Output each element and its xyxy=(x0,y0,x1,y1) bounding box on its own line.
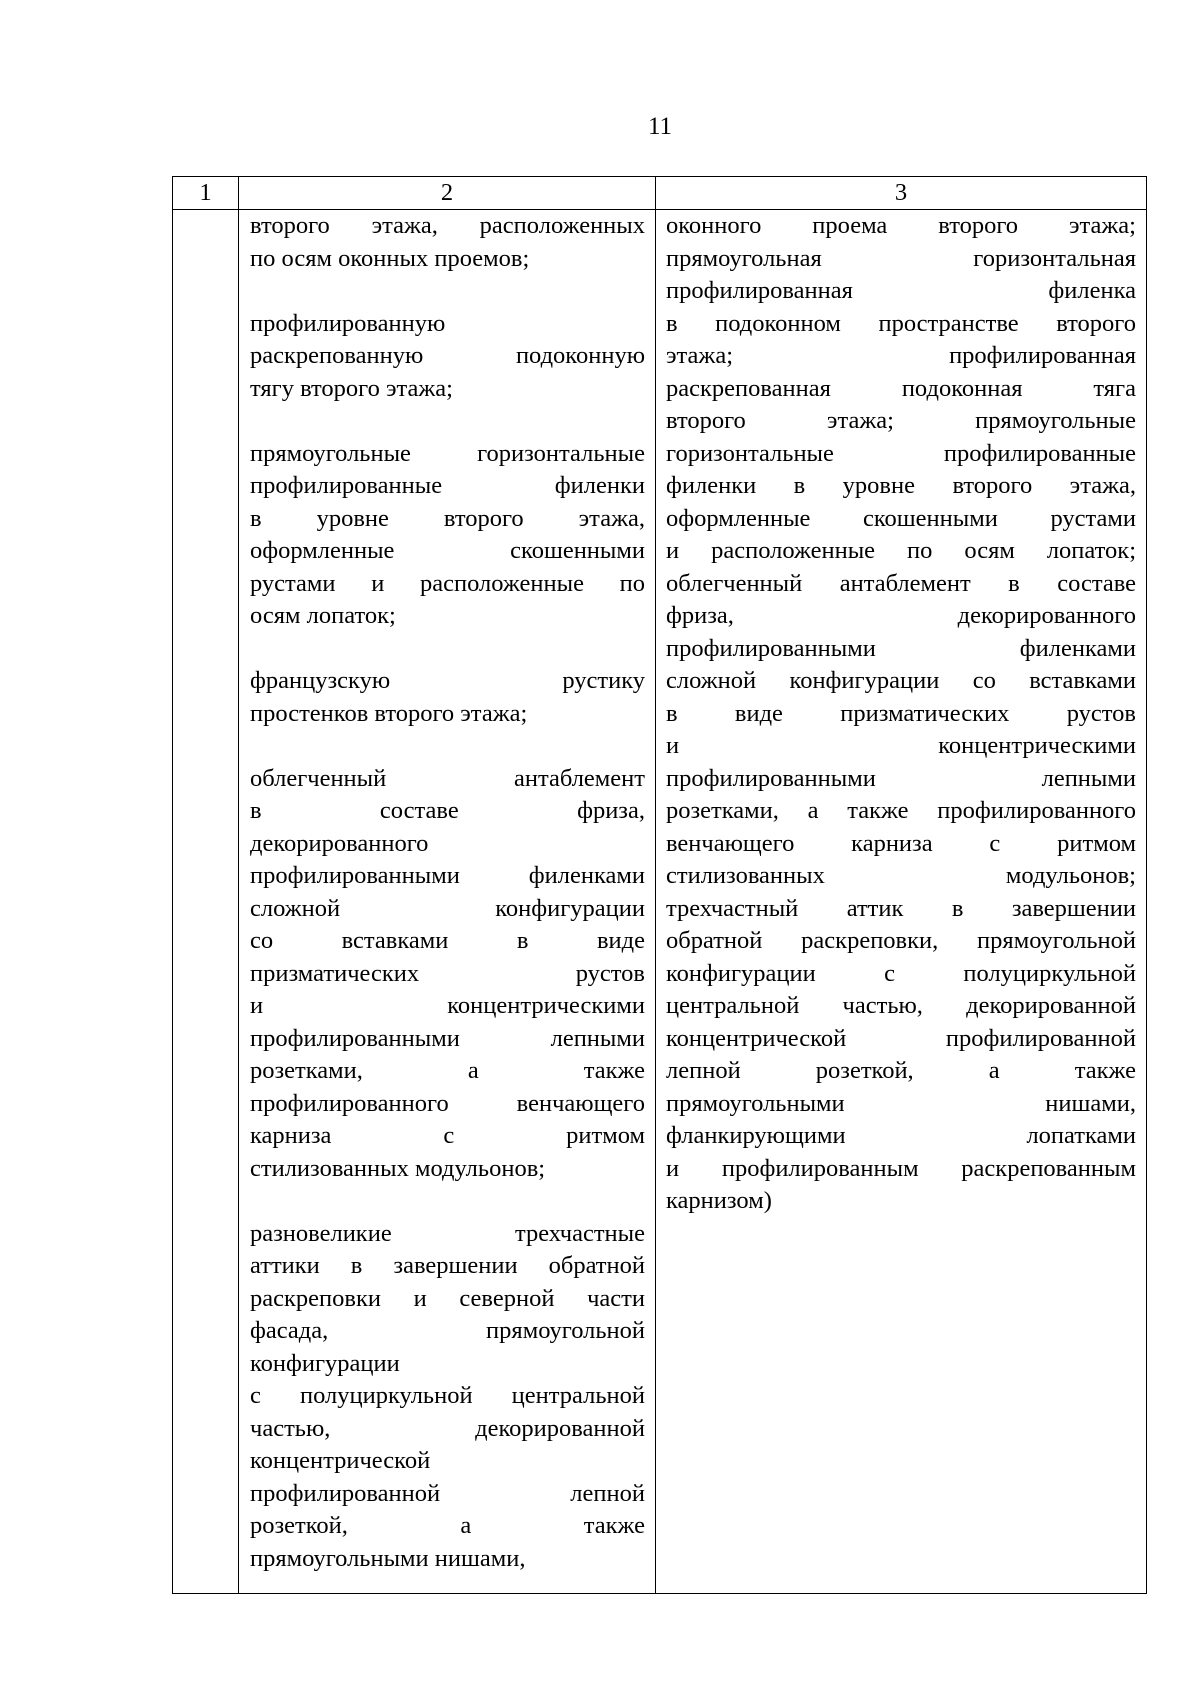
text-line: оконного проема второго этажа; xyxy=(666,212,1136,239)
text-line: конфигурации с полуциркульной xyxy=(666,959,1136,987)
text-line: раскреповки и северной части xyxy=(250,1284,645,1312)
text-line: профилированные филенки xyxy=(250,472,645,499)
text-line: горизонтальные профилированные xyxy=(666,439,1136,467)
text-line: концентрической xyxy=(250,1447,431,1474)
table-body-row xyxy=(173,210,1147,1594)
text-line: фасада, прямоугольной xyxy=(250,1317,645,1344)
column-1-cell xyxy=(173,210,239,1594)
column-3-cell xyxy=(656,210,1147,1594)
text-line: разновеликие трехчастные xyxy=(250,1219,645,1247)
column-2-cell xyxy=(239,210,656,1594)
text-line: профилированной лепной xyxy=(250,1479,645,1507)
content-table xyxy=(172,176,1147,1594)
text-line: профилированная филенка xyxy=(666,277,1136,304)
text-line: оформленные скошенными рустами xyxy=(666,504,1136,532)
column-2-paragraph xyxy=(250,438,645,633)
text-line: стилизованных модульонов; xyxy=(666,862,1136,889)
column-2-paragraph xyxy=(250,665,645,730)
text-line: в подоконном пространстве второго xyxy=(666,309,1136,337)
column-2-text xyxy=(239,210,655,1575)
text-line: фриза, декорированного xyxy=(666,602,1136,629)
text-line: простенков второго этажа; xyxy=(250,699,528,727)
text-line: второго этажа; прямоугольные xyxy=(666,407,1136,434)
text-line: фланкирующими лопатками xyxy=(666,1122,1136,1149)
text-line: обратной раскреповки, прямоугольной xyxy=(666,927,1136,954)
text-line: раскрепованная подоконная тяга xyxy=(666,374,1136,402)
text-line: прямоугольными нишами, xyxy=(666,1089,1136,1117)
column-header-2: 2 xyxy=(239,177,656,210)
text-line: сложной конфигурации со вставками xyxy=(666,667,1136,694)
text-line: розеткой, а также xyxy=(250,1512,645,1539)
text-line: французскую рустику xyxy=(250,667,645,694)
text-line: прямоугольные горизонтальные xyxy=(250,439,645,467)
text-line: рустами и расположенные по xyxy=(250,569,645,597)
text-line: и концентрическими xyxy=(666,732,1136,759)
text-line: розетками, а также xyxy=(250,1057,645,1084)
text-line: трехчастный аттик в завершении xyxy=(666,894,1136,922)
text-line: с полуциркульной центральной xyxy=(250,1382,645,1409)
text-line: стилизованных модульонов; xyxy=(250,1154,546,1182)
text-line: профилированными лепными xyxy=(666,764,1136,792)
text-line: центральной частью, декорированной xyxy=(666,992,1136,1019)
text-line: декорированного xyxy=(250,829,429,857)
text-line: по осям оконных проемов; xyxy=(250,244,530,272)
column-2-paragraph xyxy=(250,210,645,275)
column-2-paragraph xyxy=(250,763,645,1186)
text-line: со вставками в виде xyxy=(250,927,645,954)
text-line: второго этажа, расположенных xyxy=(250,212,645,239)
text-line: и профилированным раскрепованным xyxy=(666,1154,1136,1182)
text-line: венчающего карниза с ритмом xyxy=(666,829,1136,857)
column-header-1: 1 xyxy=(173,177,239,210)
text-line: профилированными филенками xyxy=(666,634,1136,662)
text-line: сложной конфигурации xyxy=(250,894,645,922)
text-line: в уровне второго этажа, xyxy=(250,504,645,532)
text-line: этажа; профилированная xyxy=(666,342,1136,369)
text-line: призматических рустов xyxy=(250,959,645,987)
text-line: карниза с ритмом xyxy=(250,1122,645,1149)
text-line: аттики в завершении обратной xyxy=(250,1252,645,1279)
text-line: раскрепованную подоконную xyxy=(250,342,645,369)
column-header-3: 3 xyxy=(656,177,1147,210)
text-line: профилированными филенками xyxy=(250,862,645,889)
text-line: оформленные скошенными xyxy=(250,537,645,564)
text-line: в составе фриза, xyxy=(250,797,645,824)
text-line: конфигурации xyxy=(250,1349,400,1377)
text-line: облегченный антаблемент xyxy=(250,764,645,792)
text-line: профилированного венчающего xyxy=(250,1089,645,1117)
text-line: в виде призматических рустов xyxy=(666,699,1136,727)
text-line: и концентрическими xyxy=(250,992,645,1019)
text-line: профилированную xyxy=(250,309,446,337)
text-line: осям лопаток; xyxy=(250,602,396,629)
text-line: карнизом) xyxy=(666,1187,772,1214)
text-line: прямоугольная горизонтальная xyxy=(666,244,1136,272)
column-2-paragraph xyxy=(250,1218,645,1576)
text-line: и расположенные по осям лопаток; xyxy=(666,537,1136,564)
text-line: частью, декорированной xyxy=(250,1414,645,1442)
page-number: 11 xyxy=(647,113,673,140)
text-line: тягу второго этажа; xyxy=(250,374,453,402)
column-2-paragraph xyxy=(250,308,645,406)
text-line: профилированными лепными xyxy=(250,1024,645,1052)
column-3-text xyxy=(656,210,1146,1218)
text-line: лепной розеткой, а также xyxy=(666,1057,1136,1084)
text-line: облегченный антаблемент в составе xyxy=(666,569,1136,597)
text-line: концентрической профилированной xyxy=(666,1024,1136,1052)
text-line: прямоугольными нишами, xyxy=(250,1544,526,1572)
text-line: розетками, а также профилированного xyxy=(666,797,1136,824)
table-header-row xyxy=(173,177,1147,210)
text-line: филенки в уровне второго этажа, xyxy=(666,472,1136,499)
